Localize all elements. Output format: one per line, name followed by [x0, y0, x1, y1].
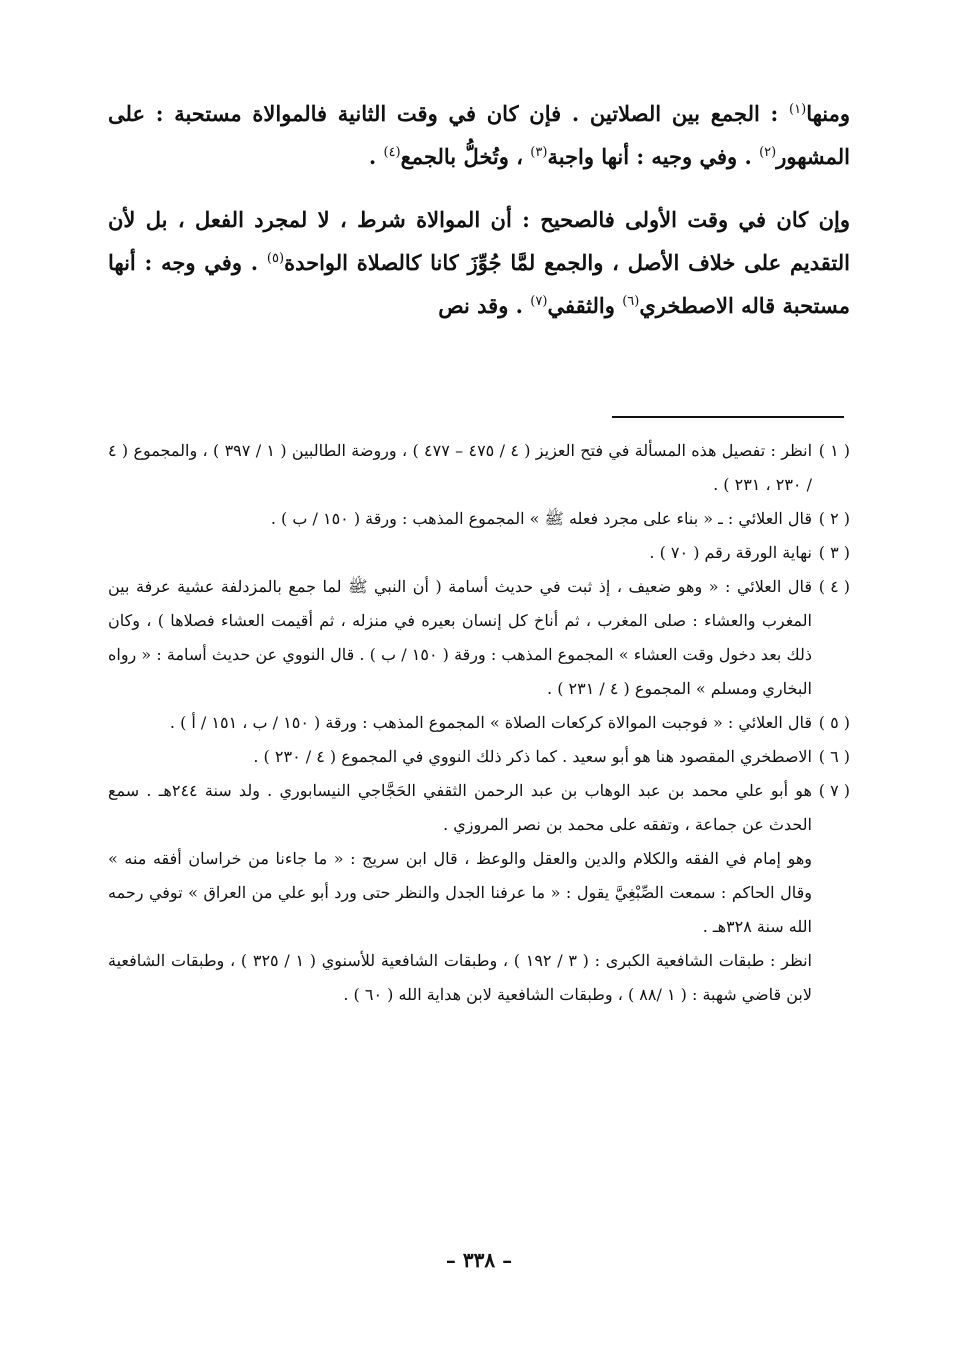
text-run: . وقد نص [438, 293, 531, 318]
text-run: والثقفي [547, 293, 623, 318]
footnote-number: ( ٦ ) [818, 747, 850, 766]
footnote-ref-3: (٣) [530, 145, 548, 160]
footnote-text: الاصطخري المقصود هنا هو أبو سعيد . كما ذكر ذلك النووي في المجموع ( ٤ / ٢٣٠ ) . [253, 747, 812, 766]
footnote-ref-6: (٦) [622, 294, 640, 309]
footnote-6 [108, 740, 850, 774]
text-run: : الجمع بين الصلاتين . فإن كان في وقت الثانية فالموالاة مستحبة : على المشهور [108, 101, 850, 169]
footnote-ref-1: (١) [789, 102, 807, 117]
page-number: – ٣٣٨ – [445, 1248, 513, 1272]
footnote-ref-7: (٧) [530, 294, 548, 309]
footnote-ref-5: (٥) [266, 251, 285, 266]
footnote-7-biography: وهو إمام في الفقه والكلام والدين والعقل والوعظ ، قال ابن سريج : « ما جاءنا من خراسان أفقه منه » وقال الحاكم : سمعت الصِّبْغِيَّ يقول : « ما عرفنا الجدل والنظر حتى ورد أبو علي من العراق » توفي رحمه الله سنة ٣٢٨هـ . [108, 849, 813, 936]
footnote-4 [108, 570, 850, 706]
text-run: . [368, 144, 384, 169]
text-run: ومنها [806, 101, 850, 126]
footnote-number: ( ١ ) [818, 441, 851, 460]
footnote-ref-4: (٤) [383, 145, 401, 160]
footnote-text: انظر : تفصيل هذه المسألة في فتح العزيز ( ٤ / ٤٧٥ – ٤٧٧ ) ، وروضة الطالبين ( ١ / ٣٩٧ ) ، والمجموع ( ٤ / ٢٣٠ ، ٢٣١ ) . [108, 441, 813, 494]
footnote-text: قال العلائي : « وهو ضعيف ، إذ ثبت في حديث أسامة ( أن النبي ﷺ لما جمع بالمزدلفة عشية عرفة بين المغرب والعشاء : صلى المغرب ، ثم أناخ كل إنسان بعيره في منزله ، ثم أقيمت العشاء فصلاها ) ، وكان ذلك بعد دخول وقت العشاء » المجموع المذهب : ورقة ( ١٥٠ / ب ) . قال النووي عن حديث أسامة : « رواه البخاري ومسلم » المجموع ( ٤ / ٢٣١ ) . [108, 577, 812, 698]
paragraph-2 [108, 198, 850, 327]
footnote-number: ( ٤ ) [818, 577, 850, 596]
paragraph-1 [108, 92, 850, 178]
book-page [108, 92, 850, 1292]
footnote-7 [108, 774, 850, 842]
text-run: . وفي وجه : أنها مستحبة قاله الاصطخري [108, 250, 850, 318]
footnote-7-sources: انظر : طبقات الشافعية الكبرى : ( ٣ / ١٩٢ ) ، وطبقات الشافعية للأسنوي ( ١ / ٣٢٥ ) ، وطبقات الشافعية لابن قاضي شهبة : ( ١ /٨٨ ) ، وطبقات الشافعية لابن هداية الله ( ٦٠ ) . [108, 951, 813, 1004]
footnotes [108, 434, 850, 1012]
footnote-separator [612, 416, 844, 418]
text-run: . وفي وجيه : أنها واجبة [547, 144, 760, 169]
footnote-text: هو أبو علي محمد بن عبد الوهاب بن عبد الرحمن الثقفي الحَجَّاجي النيسابوري . ولد سنة ٢٤٤هـ . سمع الحدث عن جماعة ، وتفقه على محمد بن نصر المروزي . [108, 781, 812, 834]
footnote-number: ( ٥ ) [818, 713, 850, 732]
footnote-5 [108, 706, 850, 740]
footnote-number: ( ٧ ) [818, 781, 850, 800]
text-run: وإن كان في وقت الأولى فالصحيح : أن الموالاة شرط ، لا لمجرد الفعل ، بل لأن التقديم على خلاف الأصل ، والجمع لمَّا جُوِّزَ كانا كالصلاة الواحدة [108, 207, 850, 275]
footnote-text: قال العلائي : « فوجبت الموالاة كركعات الصلاة » المجموع المذهب : ورقة ( ١٥٠ / ب ، ١٥١ / أ ) . [169, 713, 812, 732]
footnote-1 [108, 434, 850, 502]
footnote-ref-2: (٢) [759, 145, 777, 160]
footnote-text: قال العلائي : ـ « بناء على مجرد فعله ﷺ » المجموع المذهب : ورقة ( ١٥٠ / ب ) . [270, 509, 812, 528]
footnote-number: ( ٢ ) [818, 509, 850, 528]
footnote-2 [108, 502, 850, 536]
footnote-3 [108, 536, 850, 570]
footnote-text: نهاية الورقة رقم ( ٧٠ ) . [649, 543, 812, 562]
main-text [108, 92, 850, 327]
text-run: ، وتُخلُّ بالجمع [400, 144, 531, 169]
footnote-number: ( ٣ ) [818, 543, 850, 562]
